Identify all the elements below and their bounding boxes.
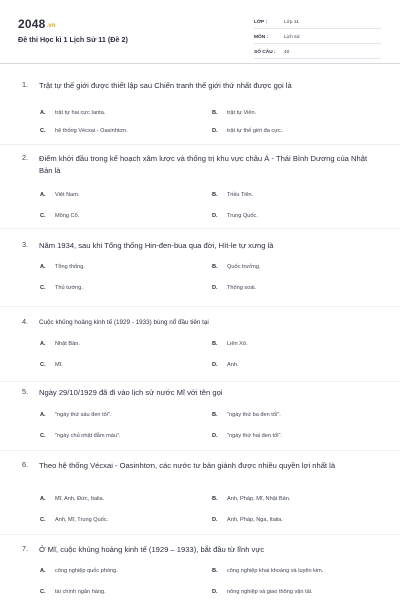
option-b[interactable] (212, 192, 253, 198)
option-c[interactable] (40, 517, 108, 523)
header-divider (0, 63, 400, 64)
option-d[interactable] (212, 589, 313, 595)
option-text: Mĩ, Anh, Đức, Italia. (55, 496, 105, 502)
option-text: Mĩ. (55, 362, 63, 368)
meta-label: LỚP : (254, 20, 268, 25)
option-key: D. (212, 362, 218, 368)
option-c[interactable] (40, 285, 83, 291)
option-text: Anh, Pháp, Nga, Italia. (227, 517, 283, 523)
option-d[interactable] (212, 128, 282, 134)
option-text: Anh, Mĩ, Trung Quốc. (55, 517, 109, 523)
option-text: Triều Tiên. (227, 192, 254, 198)
meta-label: SỐ CÂU : (254, 50, 276, 55)
option-text: Trung Quốc. (227, 213, 258, 219)
option-key: D. (212, 589, 218, 595)
option-b[interactable] (212, 496, 290, 502)
meta-value: Lớp 11 (284, 20, 299, 25)
option-text: công nghiệp quốc phòng. (55, 568, 118, 574)
option-key: C. (40, 285, 46, 291)
option-text: Việt Nam. (55, 192, 80, 198)
logo-text: 2048 (18, 17, 46, 31)
option-key: B. (212, 568, 218, 574)
option-text: tài chính ngân hàng. (55, 589, 106, 595)
option-d[interactable] (212, 285, 256, 291)
option-key: C. (40, 433, 46, 439)
option-text: "ngày chủ nhật đẫm máu". (55, 433, 121, 439)
question-text: Điểm khởi đầu trong kế hoạch xâm lược và thống trị khu vực châu Á - Thái Bình Dương của Nhật Bản là (39, 154, 368, 176)
option-key: B. (212, 496, 218, 502)
option-a[interactable] (40, 264, 85, 270)
option-key: D. (212, 517, 218, 523)
option-key: C. (40, 213, 46, 219)
question-number: 3. (22, 240, 29, 249)
question-number: 7. (22, 544, 29, 553)
question-number: 1. (22, 80, 29, 89)
question-divider (0, 306, 400, 307)
option-key: D. (212, 213, 218, 219)
option-text: Liên Xô. (227, 341, 248, 347)
exam-meta (254, 14, 381, 59)
question-text: Ở Mĩ, cuộc khủng hoảng kinh tế (1929 – 1933), bắt đầu từ lĩnh vực (39, 545, 265, 554)
meta-label: MÔN : (254, 35, 269, 40)
question-number: 5. (22, 387, 29, 396)
option-text: Thủ tướng. (55, 285, 83, 291)
option-key: A. (40, 568, 46, 574)
option-text: Quốc trưởng. (227, 264, 261, 270)
option-b[interactable] (212, 264, 261, 270)
option-text: hệ thống Vécxai - Oasinhtơn. (55, 128, 128, 134)
option-b[interactable] (212, 412, 281, 418)
option-text: trật tự thế giới đa cực. (227, 128, 283, 134)
option-b[interactable] (212, 341, 248, 347)
question-divider (0, 144, 400, 145)
option-key: A. (40, 412, 46, 418)
option-key: C. (40, 128, 46, 134)
option-d[interactable] (212, 517, 283, 523)
option-text: "ngày thứ hai đen tối". (227, 433, 282, 439)
option-key: C. (40, 517, 46, 523)
question-divider (0, 534, 400, 535)
option-key: C. (40, 362, 46, 368)
option-key: D. (212, 285, 218, 291)
option-text: trật tự hai cực Ianta. (55, 110, 106, 116)
meta-row-subject (254, 29, 381, 44)
question-number: 6. (22, 460, 29, 469)
option-a[interactable] (40, 568, 118, 574)
option-key: A. (40, 341, 46, 347)
question-number: 4. (22, 317, 29, 326)
question-text: Cuộc khủng hoảng kinh tế (1929 - 1933) bùng nổ đầu tiên tại (39, 319, 209, 326)
option-b[interactable] (212, 568, 323, 574)
question-text: Ngày 29/10/1929 đã đi vào lịch sử nước Mĩ với tên gọi (39, 388, 223, 397)
option-key: A. (40, 192, 46, 198)
option-d[interactable] (212, 433, 282, 439)
option-a[interactable] (40, 496, 104, 502)
option-text: Mông Cổ. (55, 213, 80, 219)
option-text: Thống soái. (227, 285, 257, 291)
option-c[interactable] (40, 128, 128, 134)
logo-suffix: .vn (46, 23, 56, 29)
option-key: A. (40, 110, 46, 116)
page-header (0, 0, 400, 64)
question-divider (0, 228, 400, 229)
option-key: B. (212, 341, 218, 347)
option-d[interactable] (212, 362, 239, 368)
question-divider (0, 450, 400, 451)
option-text: trật tự Viên. (227, 110, 257, 116)
option-d[interactable] (212, 213, 258, 219)
option-c[interactable] (40, 213, 79, 219)
option-key: B. (212, 264, 218, 270)
meta-row-class (254, 14, 381, 29)
option-key: B. (212, 412, 218, 418)
question-divider (0, 381, 400, 382)
option-a[interactable] (40, 192, 79, 198)
option-text: Nhật Bản. (55, 341, 80, 347)
exam-title: Đề thi Học kì 1 Lịch Sử 11 (Đề 2) (18, 35, 128, 44)
option-text: Anh. (227, 362, 239, 368)
meta-row-count (254, 44, 381, 59)
option-key: B. (212, 110, 218, 116)
question-text: Theo hệ thống Vécxai - Oasinhtơn, các nước tư bản giành được nhiều quyền lợi nhất là (39, 461, 336, 470)
option-text: Tổng thống. (55, 264, 85, 270)
option-a[interactable] (40, 412, 112, 418)
option-key: D. (212, 128, 218, 134)
question-text: Trật tự thế giới được thiết lập sau Chiến tranh thế giới thứ nhất được gọi là (39, 81, 292, 90)
option-b[interactable] (212, 110, 256, 116)
question-text: Năm 1934, sau khi Tổng thống Hin-đen-bua qua đời, Hít-le tự xưng là (39, 241, 274, 250)
question-number: 2. (22, 153, 29, 162)
option-a[interactable] (40, 341, 80, 347)
option-text: nông nghiệp và giao thông vận tải. (227, 589, 313, 595)
option-key: A. (40, 264, 46, 270)
option-key: A. (40, 496, 46, 502)
meta-value: Lịch sử (284, 35, 300, 40)
site-logo[interactable] (18, 17, 56, 31)
meta-value: 40 (284, 50, 290, 55)
option-text: "ngày thứ sáu đen tối". (55, 412, 112, 418)
option-key: D. (212, 433, 218, 439)
option-c[interactable] (40, 362, 63, 368)
option-c[interactable] (40, 433, 121, 439)
option-key: B. (212, 192, 218, 198)
option-a[interactable] (40, 110, 105, 116)
option-text: Anh, Pháp, Mĩ, Nhật Bản. (227, 496, 291, 502)
option-key: C. (40, 589, 46, 595)
option-c[interactable] (40, 589, 106, 595)
option-text: công nghiệp khai khoáng và luyện kim. (227, 568, 324, 574)
option-text: "ngày thứ ba đen tối". (227, 412, 281, 418)
